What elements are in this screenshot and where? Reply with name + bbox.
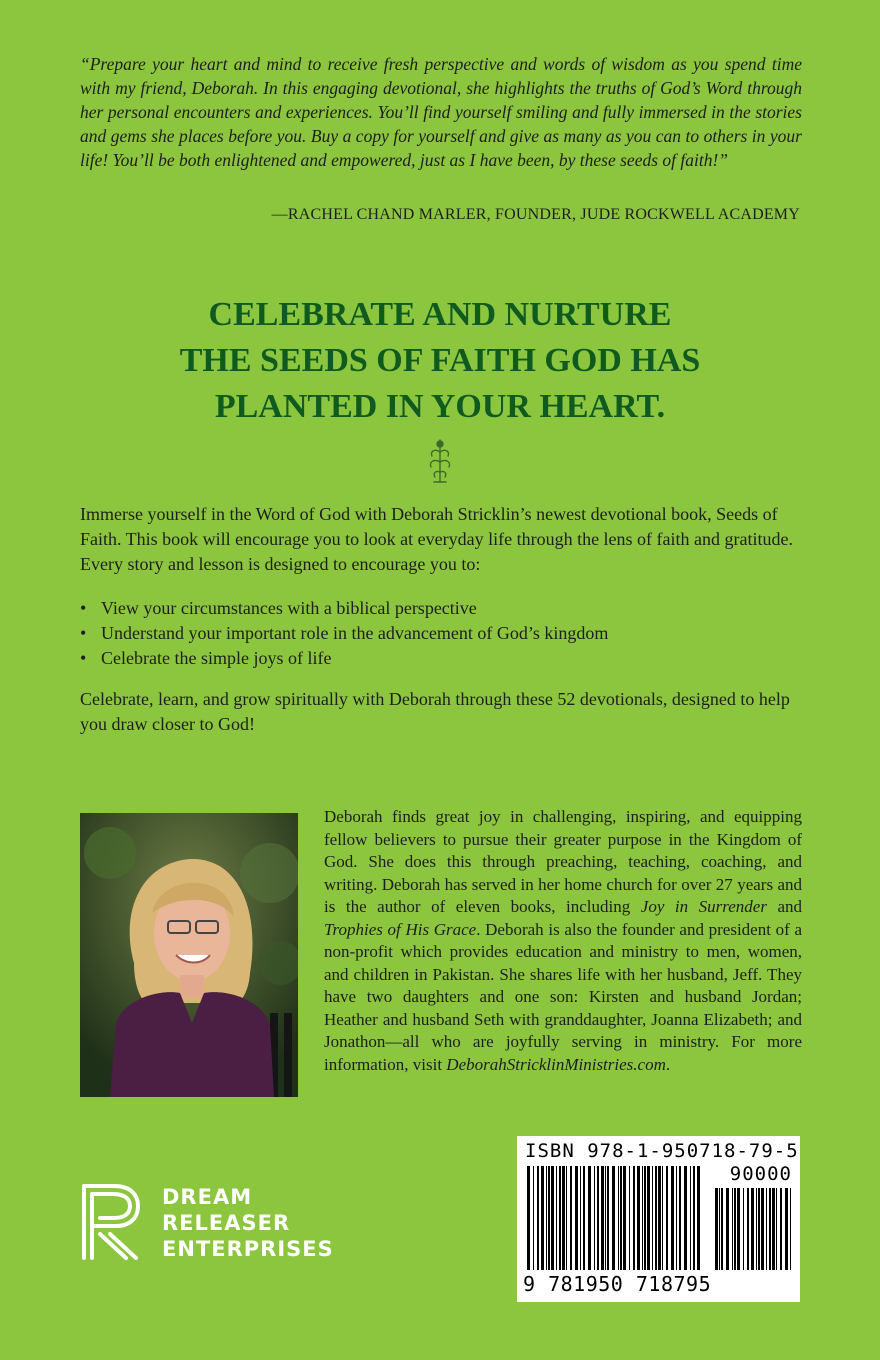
publisher-name: DREAM RELEASER ENTERPRISES (162, 1185, 334, 1261)
publisher-logo (80, 1182, 370, 1262)
book-title-joy-in-surrender: Joy in Surrender (640, 897, 767, 916)
list-item: • View your circumstances with a biblical perspective (80, 596, 802, 621)
endorsement-quote: “Prepare your heart and mind to receive fresh perspective and words of wisdom as you spend time with my friend, Deborah. In this engaging devotional, she highlights the truths of God’s Word through her personal encounters and experiences. You’ll find yourself smiling and fully immersed in the stories and gems she places before you. Buy a copy for yourself and give as many as you can to others in your life! You’ll be both enlightened and empowered, just as I have been, by these seeds of faith!” (80, 54, 802, 170)
bullet-icon: • (80, 623, 87, 643)
endorsement-attribution: —RACHEL CHAND MARLER, FOUNDER, JUDE ROCKWELL ACADEMY (271, 206, 800, 223)
isbn-barcode (517, 1136, 800, 1302)
headline-line-1: CELEBRATE AND NURTURE (208, 296, 672, 333)
headline-line-3: PLANTED IN YOUR HEART. (214, 388, 666, 425)
benefit-list (80, 596, 802, 671)
price-code: 90000 (729, 1163, 792, 1185)
list-item: • Celebrate the simple joys of life (80, 646, 802, 671)
headline-line-2: THE SEEDS OF FAITH GOD HAS (179, 342, 701, 379)
description-closing: Celebrate, learn, and grow spiritually with Deborah through these 52 devotionals, designed to help you draw closer to God! (80, 689, 790, 734)
bullet-icon: • (80, 598, 87, 618)
author-bio: Deborah finds great joy in challenging, inspiring, and equipping fellow believers to pursue their greater purpose in the Kingdom of God. She does this through preaching, teaching, coaching, and writing. Deborah has served in her home church for over 27 years and is the author of eleven books, including Joy in Surrender and Trophies of His Grace. Deborah is also the founder and president of a non-profit which provides education and ministry to men, women, and children in Pakistan. She shares life with her husband, Jeff. They have two daughters and one son: Kirsten and husband Jordan; Heather and husband Seth with granddaughter, Joanna Elizabeth; and Jonathon—all who are joyfully serving in ministry. For more information, visit DeborahStricklinMinistries.com. (324, 807, 803, 1074)
author-website: DeborahStricklinMinistries.com (446, 1054, 666, 1074)
description-intro: Immerse yourself in the Word of God with Deborah Stricklin’s newest devotional book, Seeds of Faith. This book will encourage you to look at everyday life through the lens of faith and gratitude. Every story and lesson is designed to encourage you to: (80, 504, 793, 574)
book-title-trophies-of-his-grace: Trophies of His Grace (324, 919, 477, 939)
fleuron-sprout-icon (425, 436, 455, 486)
author-photo (80, 813, 298, 1097)
isbn-label: ISBN 978-1-950718-79-5 (525, 1140, 799, 1162)
list-item: • Understand your important role in the advancement of God’s kingdom (80, 621, 802, 646)
headline (0, 292, 880, 430)
ean-digits: 9 781950 718795 (523, 1272, 712, 1296)
dream-releaser-r-icon (80, 1182, 142, 1262)
bullet-icon: • (80, 648, 87, 668)
